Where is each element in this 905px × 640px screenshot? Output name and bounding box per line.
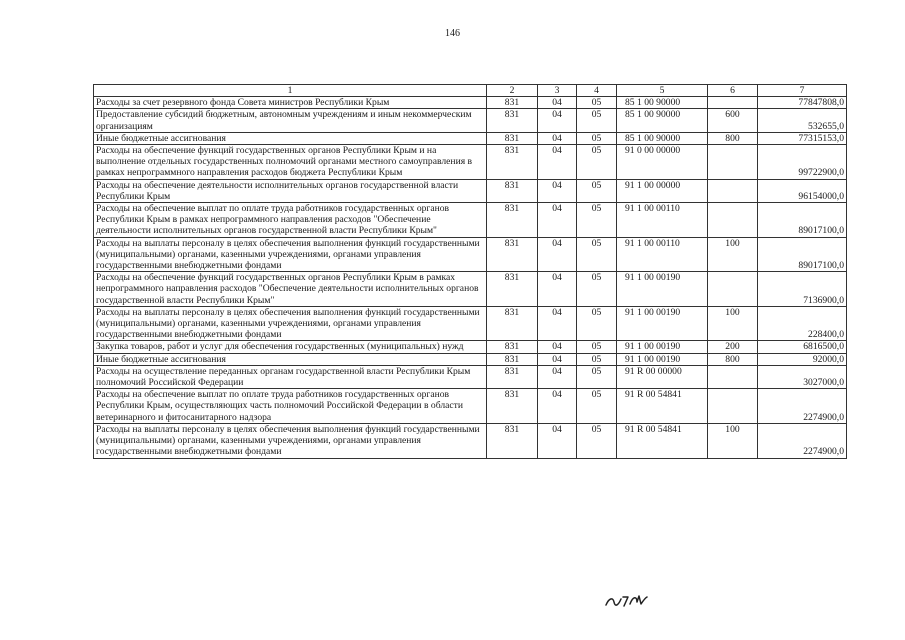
row-expense-type	[708, 97, 758, 109]
row-section: 04	[538, 341, 577, 353]
row-expense-type	[708, 272, 758, 307]
row-expense-type: 100	[708, 423, 758, 458]
row-expense-type: 800	[708, 353, 758, 365]
row-grbs: 831	[487, 423, 538, 458]
row-amount: 6816500,0	[758, 341, 847, 353]
row-subsection: 05	[577, 353, 617, 365]
row-subsection: 05	[577, 97, 617, 109]
row-name: Расходы на обеспечение деятельности исполнительных органов государственной власти Республики Крым	[94, 179, 487, 202]
row-amount: 228400,0	[758, 306, 847, 341]
table-row	[94, 389, 847, 424]
row-target-article: 91 1 00 00190	[617, 306, 708, 341]
row-amount: 2274900,0	[758, 423, 847, 458]
row-name: Расходы на обеспечение выплат по оплате труда работников государственных органов Республики Крым, осуществляющих часть полномочий Российской Федерации в области ветеринарного и фитосанитарного надзора	[94, 389, 487, 424]
row-amount: 96154000,0	[758, 179, 847, 202]
row-name: Расходы на обеспечение функций государственных органов Республики Крым в рамках непрограммного направления расходов "Обеспечение деятельности исполнительных органов государственной власти Республики Крым"	[94, 272, 487, 307]
table-row	[94, 109, 847, 132]
row-amount: 3027000,0	[758, 365, 847, 388]
table-row	[94, 145, 847, 180]
row-section: 04	[538, 365, 577, 388]
table-row	[94, 203, 847, 238]
row-amount: 532655,0	[758, 109, 847, 132]
row-name: Расходы на выплаты персоналу в целях обеспечения выполнения функций государственными (муниципальными) органами, казенными учреждениями, органами управления государственными внебюджетными фондами	[94, 237, 487, 272]
row-section: 04	[538, 423, 577, 458]
row-amount: 99722900,0	[758, 145, 847, 180]
row-grbs: 831	[487, 306, 538, 341]
table-row	[94, 423, 847, 458]
row-grbs: 831	[487, 203, 538, 238]
row-grbs: 831	[487, 109, 538, 132]
table-row	[94, 341, 847, 353]
row-name: Расходы на осуществление переданных органам государственной власти Республики Крым полномочий Российской Федерации	[94, 365, 487, 388]
row-target-article: 85 1 00 90000	[617, 109, 708, 132]
row-section: 04	[538, 237, 577, 272]
row-grbs: 831	[487, 389, 538, 424]
row-amount: 89017100,0	[758, 203, 847, 238]
row-section: 04	[538, 272, 577, 307]
row-name: Расходы на выплаты персоналу в целях обеспечения выполнения функций государственными (муниципальными) органами, казенными учреждениями, органами управления государственными внебюджетными фондами	[94, 423, 487, 458]
row-target-article: 85 1 00 90000	[617, 97, 708, 109]
table-row	[94, 237, 847, 272]
row-target-article: 91 1 00 00190	[617, 341, 708, 353]
table-row	[94, 97, 847, 109]
signature-mark	[604, 592, 648, 608]
row-section: 04	[538, 389, 577, 424]
header-row	[94, 85, 847, 97]
row-target-article: 91 1 00 00110	[617, 237, 708, 272]
row-expense-type	[708, 389, 758, 424]
row-name: Иные бюджетные ассигнования	[94, 132, 487, 144]
row-expense-type	[708, 365, 758, 388]
row-section: 04	[538, 306, 577, 341]
row-subsection: 05	[577, 237, 617, 272]
header-col-4: 4	[577, 85, 617, 97]
header-col-5: 5	[617, 85, 708, 97]
page-number: 146	[445, 28, 460, 39]
row-grbs: 831	[487, 341, 538, 353]
header-col-2: 2	[487, 85, 538, 97]
row-subsection: 05	[577, 341, 617, 353]
header-col-3: 3	[538, 85, 577, 97]
table-row	[94, 306, 847, 341]
row-name: Закупка товаров, работ и услуг для обеспечения государственных (муниципальных) нужд	[94, 341, 487, 353]
row-name: Расходы на обеспечение выплат по оплате труда работников государственных органов Республики Крым в рамках непрограммного направления расходов "Обеспечение деятельности исполнительных органов государственной власти Республики Крым"	[94, 203, 487, 238]
row-amount: 7136900,0	[758, 272, 847, 307]
row-section: 04	[538, 145, 577, 180]
row-target-article: 91 1 00 00000	[617, 179, 708, 202]
row-subsection: 05	[577, 145, 617, 180]
row-target-article: 85 1 00 90000	[617, 132, 708, 144]
row-subsection: 05	[577, 389, 617, 424]
row-amount: 2274900,0	[758, 389, 847, 424]
row-section: 04	[538, 179, 577, 202]
row-target-article: 91 R 00 00000	[617, 365, 708, 388]
row-target-article: 91 R 00 54841	[617, 423, 708, 458]
row-amount: 77315153,0	[758, 132, 847, 144]
table-row	[94, 179, 847, 202]
row-section: 04	[538, 203, 577, 238]
row-section: 04	[538, 97, 577, 109]
row-expense-type: 200	[708, 341, 758, 353]
row-name: Расходы на выплаты персоналу в целях обеспечения выполнения функций государственными (муниципальными) органами, казенными учреждениями, органами управления государственными внебюджетными фондами	[94, 306, 487, 341]
row-name: Иные бюджетные ассигнования	[94, 353, 487, 365]
table-row	[94, 353, 847, 365]
row-grbs: 831	[487, 179, 538, 202]
row-grbs: 831	[487, 272, 538, 307]
row-subsection: 05	[577, 109, 617, 132]
table-row	[94, 132, 847, 144]
row-expense-type	[708, 145, 758, 180]
header-col-1: 1	[94, 85, 487, 97]
row-expense-type: 600	[708, 109, 758, 132]
budget-table	[93, 84, 847, 459]
row-expense-type: 100	[708, 306, 758, 341]
row-target-article: 91 1 00 00190	[617, 272, 708, 307]
header-col-6: 6	[708, 85, 758, 97]
row-expense-type	[708, 203, 758, 238]
row-expense-type: 800	[708, 132, 758, 144]
row-section: 04	[538, 132, 577, 144]
row-subsection: 05	[577, 423, 617, 458]
row-subsection: 05	[577, 272, 617, 307]
row-subsection: 05	[577, 179, 617, 202]
row-subsection: 05	[577, 365, 617, 388]
row-grbs: 831	[487, 97, 538, 109]
row-section: 04	[538, 353, 577, 365]
row-amount: 77847808,0	[758, 97, 847, 109]
row-name: Предоставление субсидий бюджетным, автономным учреждениям и иным некоммерческим организациям	[94, 109, 487, 132]
row-target-article: 91 1 00 00110	[617, 203, 708, 238]
row-grbs: 831	[487, 145, 538, 180]
row-target-article: 91 1 00 00190	[617, 353, 708, 365]
row-amount: 89017100,0	[758, 237, 847, 272]
header-col-7: 7	[758, 85, 847, 97]
row-subsection: 05	[577, 306, 617, 341]
row-subsection: 05	[577, 132, 617, 144]
table-row	[94, 365, 847, 388]
table-row	[94, 272, 847, 307]
row-grbs: 831	[487, 353, 538, 365]
row-grbs: 831	[487, 365, 538, 388]
row-name: Расходы за счет резервного фонда Совета министров Республики Крым	[94, 97, 487, 109]
row-section: 04	[538, 109, 577, 132]
row-grbs: 831	[487, 237, 538, 272]
row-subsection: 05	[577, 203, 617, 238]
row-expense-type: 100	[708, 237, 758, 272]
row-target-article: 91 R 00 54841	[617, 389, 708, 424]
row-amount: 92000,0	[758, 353, 847, 365]
row-expense-type	[708, 179, 758, 202]
row-grbs: 831	[487, 132, 538, 144]
row-target-article: 91 0 00 00000	[617, 145, 708, 180]
row-name: Расходы на обеспечение функций государственных органов Республики Крым и на выполнение отдельных государственных полномочий органами местного самоуправления в рамках непрограммного направления расходов бюджета Республики Крым	[94, 145, 487, 180]
